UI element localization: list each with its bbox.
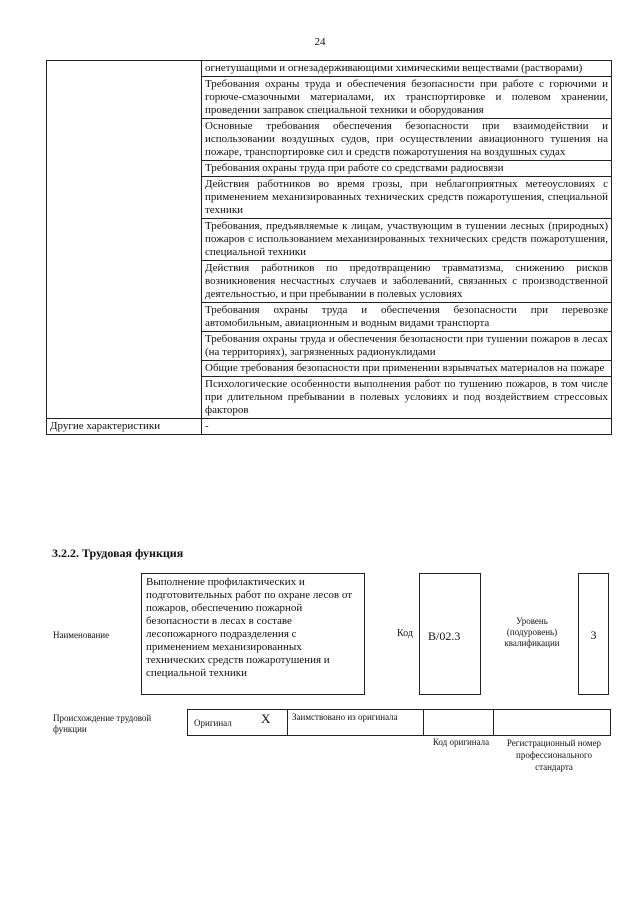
- origin-original-mark: X: [261, 711, 271, 726]
- table-text-cell: Требования охраны труда при работе со средствами радиосвязи: [202, 161, 612, 177]
- qualification-level-box: 3: [578, 573, 609, 695]
- origin-code-cell: [424, 710, 494, 735]
- function-name-label: Наименование: [53, 630, 110, 640]
- function-code-box: B/02.3: [419, 573, 481, 695]
- table-label-cell: [47, 219, 202, 261]
- table-text-cell: Общие требования безопасности при применении взрывчатых материалов на пожаре: [202, 361, 612, 377]
- table-row: [47, 219, 612, 261]
- registration-number-caption: Регистрационный номер профессионального стандарта: [506, 738, 602, 772]
- table-label-cell: [47, 77, 202, 119]
- table-row: [47, 377, 612, 419]
- table-label-cell: [47, 377, 202, 419]
- table-text-cell: Действия работников по предотвращению травматизма, снижению рисков возникновения несчастных случаев и заболеваний, связанных с производственной деятельностью, и при пребывании в полевых условиях: [202, 261, 612, 303]
- table-label-cell: [47, 332, 202, 361]
- other-characteristics-label: Другие характеристики: [47, 419, 202, 435]
- table-row: [47, 303, 612, 332]
- table-label-cell: [47, 361, 202, 377]
- function-code-label: Код: [397, 628, 413, 639]
- section-title: 3.2.2. Трудовая функция: [52, 546, 184, 560]
- table-text-cell: Действия работников во время грозы, при неблагоприятных метеоусловиях с применением механизированных технических средств пожаротушения, специальной техники: [202, 177, 612, 219]
- table-row: [47, 332, 612, 361]
- table-text-cell: Требования, предъявляемые к лицам, участвующим в тушении лесных (природных) пожаров с использованием механизированных технических средств пожаротушения, специальной техники: [202, 219, 612, 261]
- page-number: 24: [314, 36, 326, 48]
- other-characteristics-value: -: [202, 419, 612, 435]
- table-label-cell: [47, 119, 202, 161]
- table-label-cell: [47, 161, 202, 177]
- origin-code-caption: Код оригинала: [432, 737, 490, 747]
- origin-borrowed-cell: Заимствовано из оригинала: [288, 710, 424, 735]
- table-label-cell: [47, 261, 202, 303]
- table-label-cell: [47, 177, 202, 219]
- table-row-other: [47, 419, 612, 435]
- table-row: [47, 119, 612, 161]
- knowledge-table-body: [47, 61, 612, 435]
- table-row: [47, 161, 612, 177]
- table-label-cell: [47, 61, 202, 77]
- table-row: [47, 361, 612, 377]
- knowledge-table: [46, 60, 612, 435]
- table-text-cell: огнетушащими и огнезадерживающими химическими веществами (растворами): [202, 61, 612, 77]
- origin-registration-cell: [494, 710, 610, 735]
- table-text-cell: Требования охраны труда и обеспечения безопасности при перевозке автомобильным, авиационным и водным видами транспорта: [202, 303, 612, 332]
- table-text-cell: Психологические особенности выполнения работ по тушению пожаров, в том числе при длительном пребывании в полевых условиях и под воздействием стрессовых факторов: [202, 377, 612, 419]
- qualification-level-label: Уровень (подуровень) квалификации: [504, 616, 560, 648]
- table-row: [47, 177, 612, 219]
- table-row: [47, 261, 612, 303]
- origin-original-label: Оригинал: [194, 718, 232, 728]
- origin-original-cell: [188, 710, 288, 735]
- table-label-cell: [47, 303, 202, 332]
- function-name-box: Выполнение профилактических и подготовительных работ по охране лесов от пожаров, обеспечению пожарной безопасности в лесах в составе лесопожарного подразделения с применением механизированных технических средств пожаротушения и специальной техники: [141, 573, 365, 695]
- table-row: [47, 77, 612, 119]
- origin-table: [187, 709, 611, 736]
- table-text-cell: Основные требования обеспечения безопасности при взаимодействии и использовании воздушных судов, при осуществлении авиационного тушения на пожаре, транспортировке сил и средств пожаротушения на воздушных судах: [202, 119, 612, 161]
- table-text-cell: Требования охраны труда и обеспечения безопасности при тушении пожаров в лесах (на территориях), загрязненных радионуклидами: [202, 332, 612, 361]
- table-text-cell: Требования охраны труда и обеспечения безопасности при работе с горючими и горюче-смазочными материалами, их транспортировке и полевом хранении, проведении заправок специальной техники и оборудования: [202, 77, 612, 119]
- table-row: [47, 61, 612, 77]
- origin-label: Происхождение трудовой функции: [53, 713, 152, 734]
